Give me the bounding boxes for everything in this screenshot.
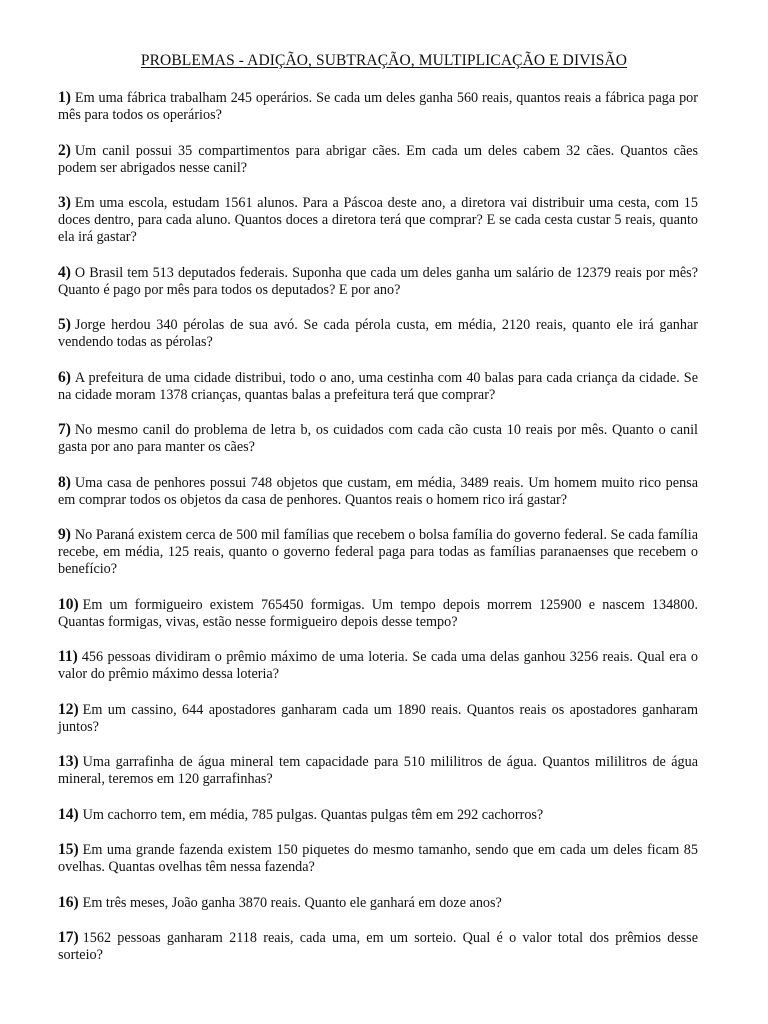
problem-text: Em uma fábrica trabalham 245 operários. Se cada um deles ganha 560 reais, quantos reais a fábrica paga por mês para todos os operários? xyxy=(58,90,698,123)
problem-text: No mesmo canil do problema de letra b, os cuidados com cada cão custa 10 reais por mês. Quanto o canil gasta por ano para manter os cães? xyxy=(58,422,698,455)
problem-item-14 xyxy=(58,806,698,824)
problem-text: Jorge herdou 340 pérolas de sua avó. Se cada pérola custa, em média, 2120 reais, quanto ele irá ganhar vendendo todas as pérolas? xyxy=(58,317,698,350)
problem-item-15 xyxy=(58,841,698,876)
page-title: PROBLEMAS - ADIÇÃO, SUBTRAÇÃO, MULTIPLICAÇÃO E DIVISÃO xyxy=(140,52,628,69)
problem-number: 6) xyxy=(58,368,71,386)
problem-item-4 xyxy=(58,264,698,299)
problem-text: Uma garrafinha de água mineral tem capacidade para 510 mililitros de água. Quantos mililitros de água mineral, teremos em 120 garrafinhas? xyxy=(58,754,698,787)
problem-item-8 xyxy=(58,474,698,509)
problem-item-7 xyxy=(58,421,698,456)
problem-number: 9) xyxy=(58,526,71,543)
problem-text: Em uma escola, estudam 1561 alunos. Para a Páscoa deste ano, a diretora vai distribuir uma cesta, com 15 doces dentro, para cada aluno. Quantos doces a diretora terá que comprar? E se cada cesta custar 5 reais, quanto ela irá gastar? xyxy=(58,195,698,245)
problem-item-6 xyxy=(58,369,698,404)
problem-number: 14) xyxy=(58,805,79,823)
problem-text: A prefeitura de uma cidade distribui, todo o ano, uma cestinha com 40 balas para cada criança da cidade. Se na cidade moram 1378 crianças, quantas balas a prefeitura terá que comprar? xyxy=(58,369,698,403)
problem-item-2 xyxy=(58,142,698,177)
problem-item-10 xyxy=(58,596,698,631)
problem-text: Em um cassino, 644 apostadores ganharam cada um 1890 reais. Quantos reais os apostadores ganharam juntos? xyxy=(58,701,698,735)
problem-number: 16) xyxy=(58,893,79,911)
problem-text: No Paraná existem cerca de 500 mil famílias que recebem o bolsa família do governo federal. Se cada família recebe, em média, 125 reais, quanto o governo federal paga para todas as famílias paranaenses que recebem o benefício? xyxy=(58,527,698,577)
problem-text: 456 pessoas dividiram o prêmio máximo de uma loteria. Se cada uma delas ganhou 3256 reais. Qual era o valor do prêmio máximo dessa loteria? xyxy=(58,649,698,682)
problem-number: 3) xyxy=(58,194,71,211)
problem-number: 11) xyxy=(58,648,78,665)
problem-item-5 xyxy=(58,316,698,351)
problem-number: 12) xyxy=(58,700,79,718)
problem-number: 4) xyxy=(58,263,71,281)
problem-text: Em uma grande fazenda existem 150 piquetes do mesmo tamanho, sendo que em cada um deles ficam 85 ovelhas. Quantas ovelhas têm nessa fazenda? xyxy=(58,842,698,875)
problem-item-13 xyxy=(58,753,698,788)
problem-text: Em três meses, João ganha 3870 reais. Quanto ele ganhará em doze anos? xyxy=(82,894,502,911)
problem-number: 10) xyxy=(58,595,79,613)
problem-number: 1) xyxy=(58,89,71,106)
problem-item-11 xyxy=(58,648,698,683)
problem-number: 17) xyxy=(58,929,79,946)
problem-text: Um cachorro tem, em média, 785 pulgas. Quantas pulgas têm em 292 cachorros? xyxy=(82,806,544,823)
problem-text: Uma casa de penhores possui 748 objetos que custam, em média, 3489 reais. Um homem muito rico pensa em comprar todos os objetos da casa de penhores. Quantos reais o homem rico irá gastar? xyxy=(58,474,698,508)
problem-item-17 xyxy=(58,929,698,964)
problem-number: 5) xyxy=(58,316,71,333)
problem-item-9 xyxy=(58,526,698,578)
problem-item-1 xyxy=(58,89,698,124)
problem-text: Um canil possui 35 compartimentos para abrigar cães. Em cada um deles cabem 32 cães. Quantos cães podem ser abrigados nesse canil? xyxy=(58,142,698,176)
problem-item-16 xyxy=(58,894,698,912)
problem-list xyxy=(58,89,698,982)
problem-number: 7) xyxy=(58,421,71,438)
problem-number: 2) xyxy=(58,141,71,159)
problem-text: Em um formigueiro existem 765450 formigas. Um tempo depois morrem 125900 e nascem 134800. Quantas formigas, vivas, estão nesse formigueiro depois desse tempo? xyxy=(58,596,698,630)
problem-item-3 xyxy=(58,194,698,246)
problem-number: 13) xyxy=(58,753,79,770)
problem-number: 15) xyxy=(58,841,79,858)
problem-item-12 xyxy=(58,701,698,736)
problem-text: 1562 pessoas ganharam 2118 reais, cada uma, em um sorteio. Qual é o valor total dos prêmios desse sorteio? xyxy=(58,930,698,963)
problem-text: O Brasil tem 513 deputados federais. Suponha que cada um deles ganha um salário de 12379 reais por mês? Quanto é pago por mês para todos os deputados? E por ano? xyxy=(58,264,698,298)
problem-number: 8) xyxy=(58,473,71,491)
